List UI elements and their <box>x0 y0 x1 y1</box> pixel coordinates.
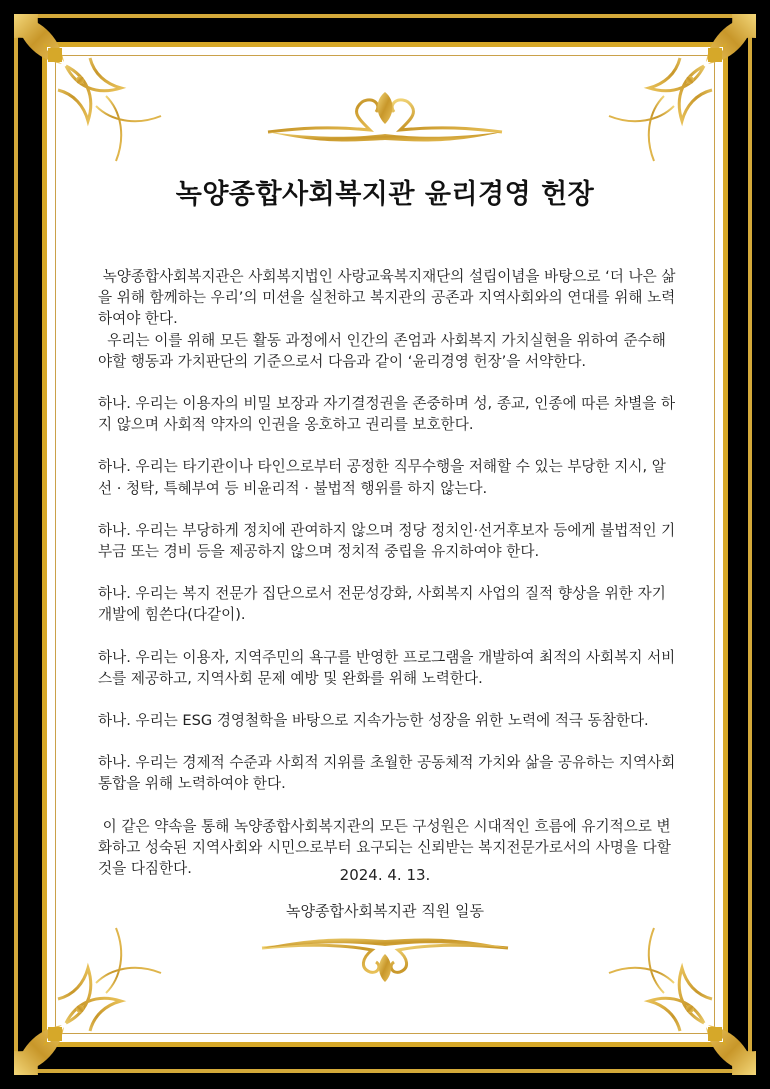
intro-paragraph: 녹양종합사회복지관은 사회복지법인 사랑교육복지재단의 설립이념을 바탕으로 ‘더 나은 삶을 위해 함께하는 우리’의 미션을 실천하고 복지관의 공존과 지역사회와의 연대를 위해 노력하여야 한다. <box>98 268 676 328</box>
corner-ornament-icon <box>58 58 161 161</box>
charter-body <box>98 266 676 879</box>
pledge-item: 하나. 우리는 ESG 경영철학을 바탕으로 지속가능한 성장을 위한 노력에 적극 동참한다. <box>98 712 649 730</box>
intro-paragraph: 우리는 이를 위해 모든 활동 과정에서 인간의 존엄과 사회복지 가치실현을 위하여 준수해야할 행동과 가치판단의 기준으로서 다음과 같이 ‘윤리경영 헌장’을 서약한다. <box>98 331 666 370</box>
pledge-item: 하나. 우리는 이용자의 비밀 보장과 자기결정권을 존중하며 성, 종교, 인종에 따른 차별을 하지 않으며 사회적 약자의 인권을 옹호하고 권리를 보호한다. <box>98 395 676 434</box>
corner-square-icon <box>708 1027 722 1041</box>
corner-square-icon <box>48 48 62 62</box>
pledge-item: 하나. 우리는 복지 전문가 집단으로서 전문성강화, 사회복지 사업의 질적 향상을 위한 자기개발에 힘쓴다(다같이). <box>98 585 666 624</box>
charter-title: 녹양종합사회복지관 윤리경영 헌장 <box>175 179 595 210</box>
charter-signer: 녹양종합사회복지관 직원 일동 <box>286 902 484 920</box>
corner-ornament-icon <box>58 928 161 1031</box>
pledge-item: 하나. 우리는 경제적 수준과 사회적 지위를 초월한 공동체적 가치와 삶을 공유하는 지역사회통합을 위해 노력하여야 한다. <box>98 754 676 793</box>
corner-ornament-icon <box>609 58 712 161</box>
bottom-ornament-icon <box>262 938 508 982</box>
corner-square-icon <box>48 1027 62 1041</box>
pledge-item: 하나. 우리는 이용자, 지역주민의 욕구를 반영한 프로그램을 개발하여 최적의 사회복지 서비스를 제공하고, 지역사회 문제 예방 및 완화를 위해 노력한다. <box>98 648 676 687</box>
closing-paragraph: 이 같은 약속을 통해 녹양종합사회복지관의 모든 구성원은 시대적인 흐름에 유기적으로 변화하고 성숙된 지역사회와 시민으로부터 요구되는 신뢰받는 복지전문가로서의 사명을 다할 것을 다짐한다. <box>98 817 676 878</box>
corner-ornament-icon <box>609 928 712 1031</box>
top-ornament-icon <box>268 92 502 142</box>
charter-date: 2024. 4. 13. <box>339 866 431 884</box>
pledge-item: 하나. 우리는 부당하게 정치에 관여하지 않으며 정당 정치인·선거후보자 등에게 불법적인 기부금 또는 경비 등을 제공하지 않으며 정치적 중립을 유지하여야 한다. <box>98 521 676 561</box>
pledge-item: 하나. 우리는 타기관이나 타인으로부터 공정한 직무수행을 저해할 수 있는 부당한 지시, 알선 · 청탁, 특혜부여 등 비윤리적 · 불법적 행위를 하지 않는다. <box>98 458 666 497</box>
corner-square-icon <box>708 48 722 62</box>
